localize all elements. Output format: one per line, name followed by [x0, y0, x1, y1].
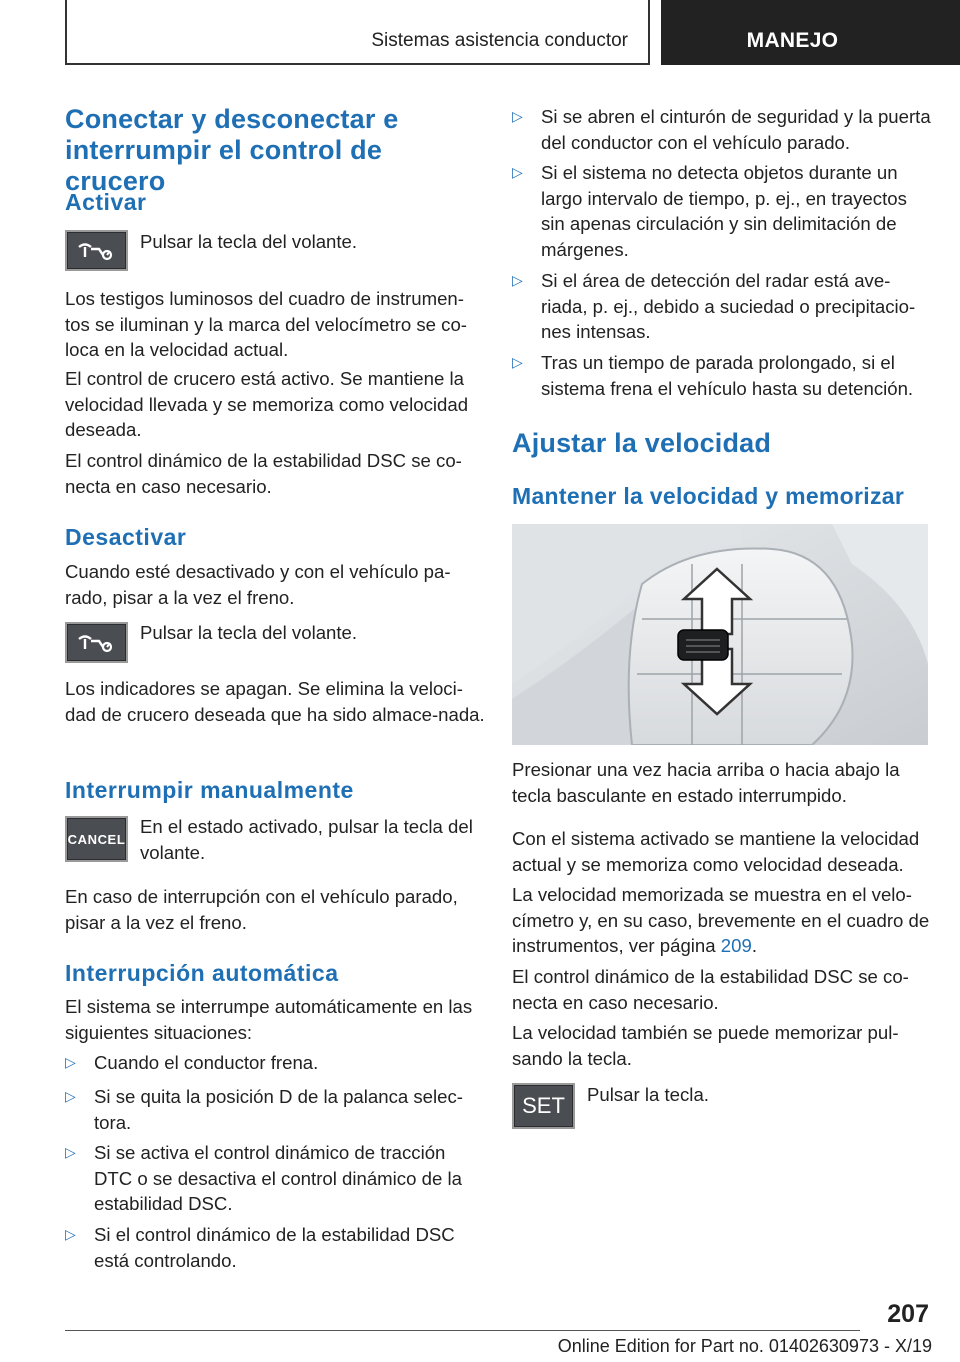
- cruise-control-icon: [75, 239, 119, 263]
- bullet-icon: ▷: [65, 1088, 76, 1104]
- activar-paragraph-1: Los testigos luminosos del cuadro de instrumen‐tos se iluminan y la marca del velocímetro se co‐loca en la velocidad actual.: [65, 288, 467, 361]
- bullet-icon: ▷: [512, 354, 523, 370]
- cruise-key-icon-2: [65, 622, 128, 663]
- list-item: [65, 1050, 485, 1078]
- footer-divider: [65, 1330, 860, 1331]
- heading-interrumpir-manualmente: Interrumpir manualmente: [65, 777, 354, 803]
- page-reference-link[interactable]: 209: [720, 935, 752, 957]
- heading-activar: Activar: [65, 189, 147, 215]
- list-item-text: Si se activa el control dinámico de tracción DTC o se desactiva el control dinámico de la estabilidad DSC.: [94, 1142, 462, 1215]
- footer-edition: Online Edition for Part no. 01402630973 - X/19: [557, 1336, 932, 1356]
- header-chapter-label: MANEJO: [746, 29, 839, 52]
- steering-wheel-buttons-illustration: [512, 524, 928, 745]
- page-title: Conectar y desconectar e interrumpir el control de crucero: [65, 104, 399, 196]
- bullet-icon: ▷: [512, 164, 523, 180]
- paragraph-text: La velocidad memorizada se muestra en el velo‐címetro y, en su caso, brevemente en el cuadro de instrumentos, ver página: [512, 884, 930, 957]
- header-section-title: Sistemas asistencia conductor: [371, 30, 628, 51]
- list-item-text: Si el control dinámico de la estabilidad DSC está controlando.: [94, 1224, 455, 1271]
- steering-wheel-rocker-switch-photo: [512, 524, 928, 745]
- bullet-icon: ▷: [65, 1226, 76, 1242]
- ajustar-paragraph-4: El control dinámico de la estabilidad DSC se co‐necta en caso necesario.: [512, 966, 909, 1013]
- list-item: [65, 1084, 485, 1138]
- activar-key-instruction: Pulsar la tecla del volante.: [140, 231, 358, 252]
- paragraph-text: .: [751, 935, 757, 957]
- activar-paragraph-2: El control de crucero está activo. Se mantiene la velocidad llevada y se memoriza como velocidad deseada.: [65, 368, 469, 441]
- set-key-icon: [512, 1083, 575, 1129]
- page-number: 207: [887, 1300, 929, 1328]
- cancel-key-label: CANCEL: [67, 831, 126, 847]
- list-item-text: Si se quita la posición D de la palanca selec‐tora.: [94, 1086, 463, 1133]
- list-item-text: Tras un tiempo de parada prolongado, si el sistema frena el vehículo hasta su detención.: [541, 352, 914, 399]
- manual-key-instruction: En el estado activado, pulsar la tecla del volante.: [140, 816, 473, 863]
- heading-desactivar: Desactivar: [65, 524, 187, 550]
- desactivar-paragraph-2: Los indicadores se apagan. Se elimina la veloci‐dad de crucero deseada que ha sido almace‐nada.: [65, 678, 485, 725]
- list-item-text: Si el sistema no detecta objetos durante un largo intervalo de tiempo, p. ej., en trayectos sin apenas circulación y sin delimitación de márgenes.: [541, 162, 907, 260]
- list-item: [65, 1140, 485, 1220]
- desactivar-paragraph-1: Cuando esté desactivado y con el vehículo pa‐rado, pisar a la vez el freno.: [65, 561, 451, 608]
- list-item: [512, 268, 932, 348]
- set-key-instruction: Pulsar la tecla.: [587, 1084, 709, 1105]
- heading-interrupcion-automatica: Interrupción automática: [65, 960, 339, 986]
- ajustar-paragraph-1: Presionar una vez hacia arriba o hacia abajo la tecla basculante en estado interrumpido.: [512, 759, 900, 806]
- set-key-label: SET: [522, 1093, 565, 1118]
- heading-mantener-memorizar: Mantener la velocidad y memorizar: [512, 483, 905, 509]
- list-item-text: Si el área de detección del radar está ave‐riada, p. ej., debido a suciedad o precipitacio‐nes intensas.: [541, 270, 916, 343]
- section-title-ajustar: Ajustar la velocidad: [512, 428, 772, 458]
- ajustar-paragraph-5: La velocidad también se puede memorizar pul‐sando la tecla.: [512, 1022, 899, 1069]
- bullet-icon: ▷: [65, 1054, 76, 1070]
- activar-paragraph-3: El control dinámico de la estabilidad DSC se co‐necta en caso necesario.: [65, 450, 462, 497]
- auto-paragraph-1: El sistema se interrumpe automáticamente en las siguientes situaciones:: [65, 996, 473, 1043]
- bullet-icon: ▷: [512, 272, 523, 288]
- bullet-icon: ▷: [65, 1144, 76, 1160]
- cancel-key-icon: [65, 816, 128, 862]
- list-item: [512, 350, 932, 404]
- list-item: [65, 1222, 485, 1276]
- list-item-text: Si se abren el cinturón de seguridad y la puerta del conductor con el vehículo parado.: [541, 106, 931, 153]
- bullet-icon: ▷: [512, 108, 523, 124]
- ajustar-paragraph-2: Con el sistema activado se mantiene la velocidad actual y se memoriza como velocidad deseada.: [512, 828, 920, 875]
- ajustar-paragraph-3: [512, 882, 932, 959]
- manual-paragraph-1: En caso de interrupción con el vehículo parado, pisar a la vez el freno.: [65, 886, 458, 933]
- list-item-text: Cuando el conductor frena.: [94, 1052, 319, 1073]
- desactivar-key-instruction: Pulsar la tecla del volante.: [140, 622, 358, 643]
- list-item: [512, 160, 932, 266]
- header-chapter-tab: [661, 0, 960, 65]
- cruise-control-icon: [75, 631, 119, 655]
- list-item: [512, 104, 932, 158]
- cruise-key-icon: [65, 230, 128, 271]
